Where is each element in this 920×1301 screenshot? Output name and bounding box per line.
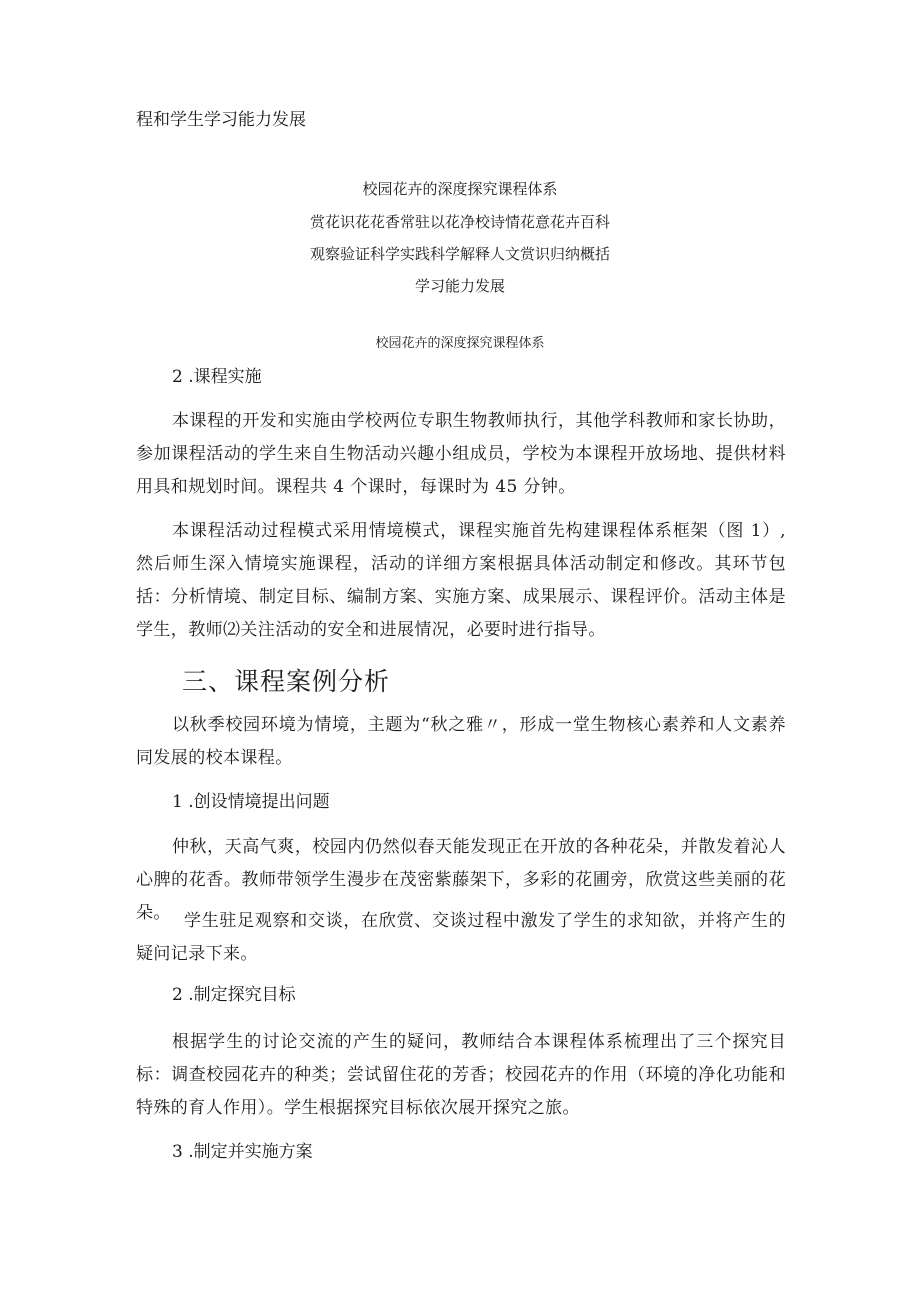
- diagram-row-methods: 观察验证科学实践科学解释人文赏识归纳概括: [309, 245, 610, 263]
- continued-text-line: 程和学生学习能力发展: [136, 110, 306, 130]
- step-title-2: 2 .制定探究目标: [172, 985, 296, 1005]
- section-title-implementation: 2 .课程实施: [172, 367, 262, 387]
- paragraph-step2-goals: 根据学生的讨论交流的产生的疑问，教师结合本课程体系梳理出了三个探究目标：调查校园花卉的种类；尝试留住花的芳香；校园花卉的作用（环境的净化功能和特殊的育人作用）。学生根据探究目标依次展开探究之旅。: [136, 1032, 786, 1118]
- paragraph-implementation-2: 本课程活动过程模式采用情境模式，课程实施首先构建课程体系框架（图 1）,然后师生深入情境实施课程，活动的详细方案根据具体活动制定和修改。其环节包括：分析情境、制定目标、编制方案、实施方案、成果展示、课程评价。活动主体是学生，教师⑵关注活动的安全和进展情况，必要时进行指导。: [136, 521, 786, 640]
- step-title-1: 1 .创设情境提出问题: [172, 792, 330, 812]
- paragraph-step1-students: 学生驻足观察和交谈，在欣赏、交谈过程中激发了学生的求知欲，并将产生的疑问记录下来。: [136, 911, 786, 964]
- diagram-row-activities: 赏花识花花香常驻以花净校诗情花意花卉百科: [309, 213, 610, 231]
- step-title-3: 3 .制定并实施方案: [172, 1142, 313, 1162]
- figure-caption: 校园花卉的深度探究课程体系: [375, 336, 545, 351]
- paragraph-implementation-1: 本课程的开发和实施由学校两位专职生物教师执行，其他学科教师和家长协助，参加课程活动的学生来自生物活动兴趣小组成员，学校为本课程开放场地、提供材料用具和规划时间。课程共 4 个课时，每课时为 45 分钟。: [136, 411, 786, 497]
- diagram-title: 校园花卉的深度探究课程体系: [362, 180, 558, 198]
- section-heading-case-analysis: 三、课程案例分析: [182, 667, 391, 696]
- paragraph-step1-scene: 仲秋，天高气爽，校园内仍然似春天能发现正在开放的各种花朵，并散发着沁人心脾的花香。教师带领学生漫步在茂密紫藤架下，多彩的花圃旁，欣赏这些美丽的花朵。: [136, 837, 786, 923]
- paragraph-case-intro: 以秋季校园环境为情境，主题为“秋之雅〃，形成一堂生物核心素养和人文素养同发展的校本课程。: [136, 715, 786, 768]
- diagram-row-outcome: 学习能力发展: [414, 277, 505, 295]
